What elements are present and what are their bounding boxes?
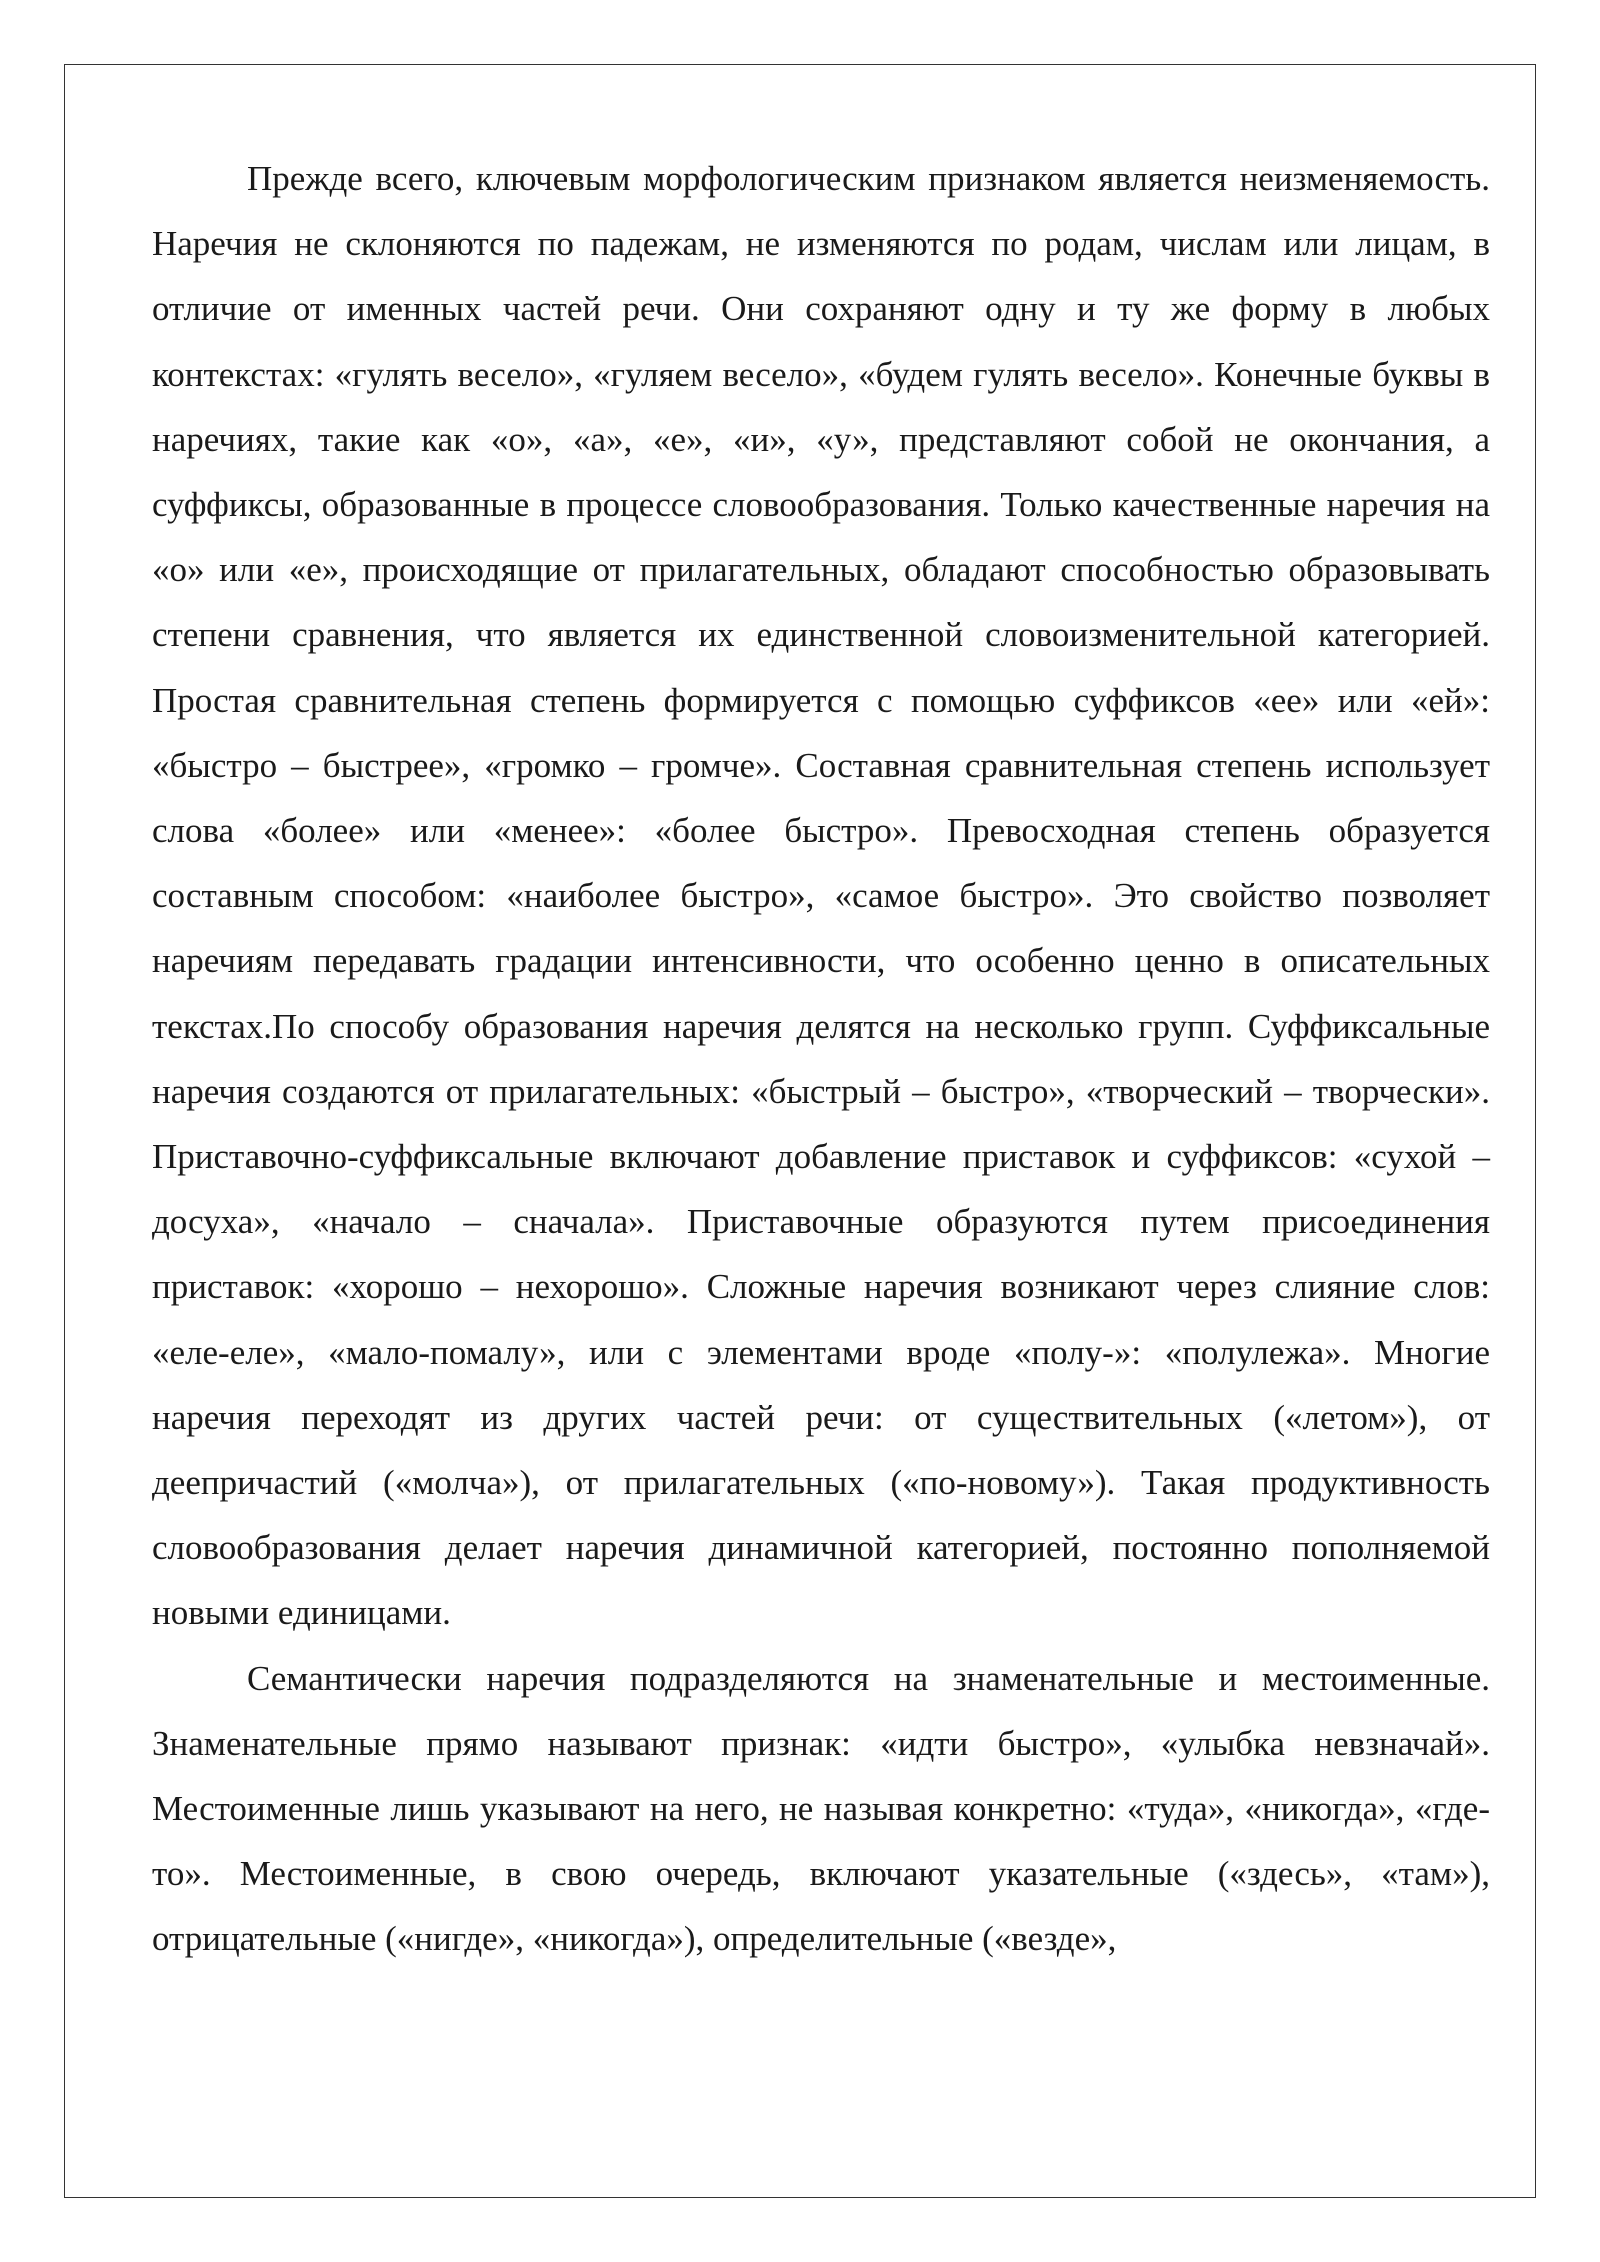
document-body xyxy=(152,146,1490,1972)
paragraph-semantics: Семантически наречия подразделяются на знаменательные и местоименные. Знаменательные прямо называют признак: «идти быстро», «улыбка невзначай». Местоименные лишь указывают на него, не называя конкретно: «туда», «никогда», «где-то». Местоименные, в свою очередь, включают указательные («здесь», «там»), отрицательные («нигде», «никогда»), определительные («везде», xyxy=(152,1658,1490,1959)
paragraph-morphology: Прежде всего, ключевым морфологическим признаком является неизменяемость. Наречия не склоняются по падежам, не изменяются по родам, числам или лицам, в отличие от именных частей речи. Они сохраняют одну и ту же форму в любых контекстах: «гулять весело», «гуляем весело», «будем гулять весело». Конечные буквы в наречиях, такие как «о», «а», «е», «и», «у», представляют собой не окончания, а суффиксы, образованные в процессе словообразования. Только качественные наречия на «о» или «е», происходящие от прилагательных, обладают способностью образовывать степени сравнения, что является их единственной словоизменительной категорией. Простая сравнительная степень формируется с помощью суффиксов «ее» или «ей»: «быстро – быстрее», «громко – громче». Составная сравнительная степень использует слова «более» или «менее»: «более быстро». Превосходная степень образуется составным способом: «наиболее быстро», «самое быстро». Это свойство позволяет наречиям передавать градации интенсивности, что особенно ценно в описательных текстах.По способу образования наречия делятся на несколько групп. Суффиксальные наречия создаются от прилагательных: «быстрый – быстро», «творческий – творчески». Приставочно-суффиксальные включают добавление приставок и суффиксов: «сухой – досуха», «начало – сначала». Приставочные образуются путем присоединения приставок: «хорошо – нехорошо». Сложные наречия возникают через слияние слов: «еле-еле», «мало-помалу», или с элементами вроде «полу-»: «полулежа». Многие наречия переходят из других частей речи: от существительных («летом»), от деепричастий («молча»), от прилагательных («по-новому»). Такая продуктивность словообразования делает наречия динамичной категорией, постоянно пополняемой новыми единицами. xyxy=(152,159,1490,1633)
